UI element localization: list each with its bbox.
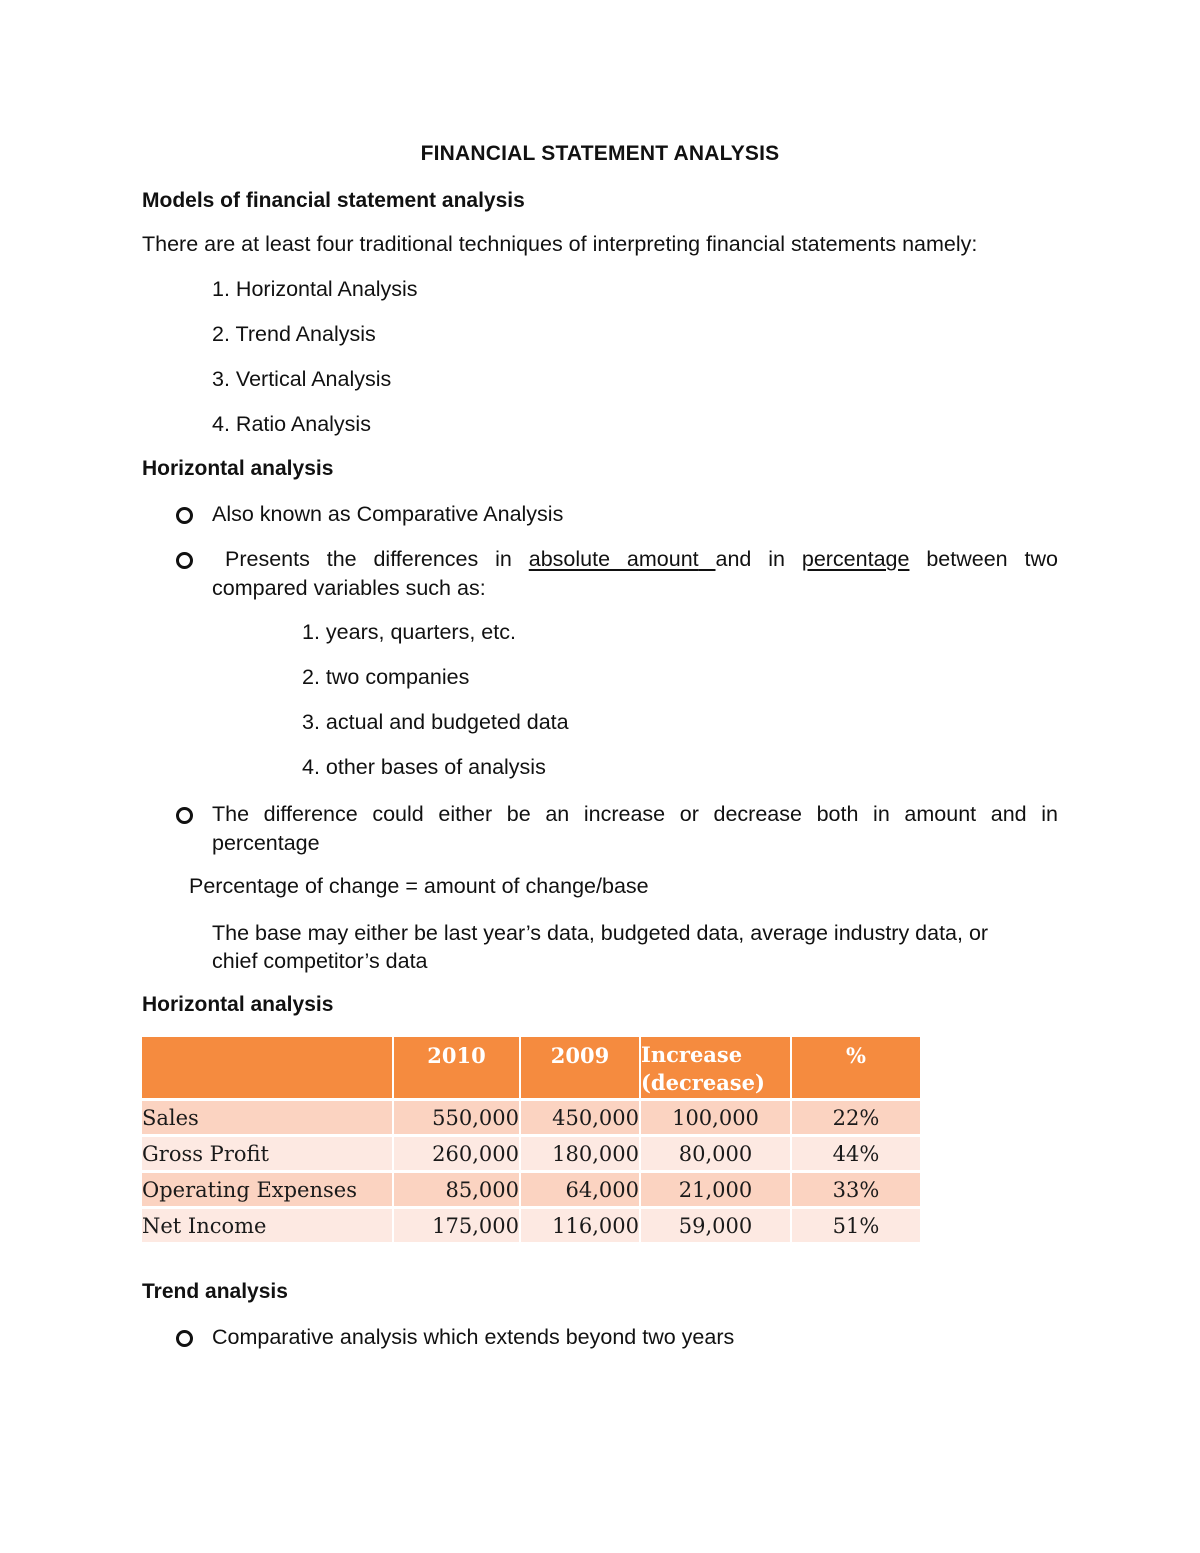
trend-heading: Trend analysis [142, 1280, 288, 1303]
header-increase: Increase (decrease) [641, 1037, 792, 1101]
horizontal-analysis-table [142, 1037, 920, 1245]
item-label: Horizontal Analysis [235, 277, 418, 301]
technique-item [212, 367, 391, 392]
bullet-text-continued: percentage [212, 831, 320, 855]
bullet-text-continued: compared variables such as: [212, 576, 486, 600]
percentage-formula: Percentage of change = amount of change/base [189, 874, 649, 898]
header-percent: % [792, 1037, 920, 1101]
item-number: 2. [212, 322, 230, 346]
item-label: Ratio Analysis [235, 412, 371, 436]
table-row: Net Income 175,000 116,000 59,000 51% [142, 1209, 920, 1245]
item-number: 4. [212, 412, 230, 436]
models-heading: Models of financial statement analysis [142, 189, 525, 212]
bullet-text: Comparative analysis which extends beyond two years [212, 1325, 735, 1349]
underlined-term: percentage [801, 547, 910, 571]
bullet-text: The difference could either be an increase or decrease both in amount and in [212, 802, 1058, 826]
table-row: Operating Expenses 85,000 64,000 21,000 33% [142, 1173, 920, 1209]
circle-bullet-icon [176, 507, 193, 524]
circle-bullet-icon [176, 1330, 193, 1347]
underlined-term: absolute amount [528, 547, 699, 571]
technique-item [212, 322, 376, 347]
bullet-text [212, 545, 1058, 574]
circle-bullet-icon [176, 552, 193, 569]
horizontal-heading-2: Horizontal analysis [142, 993, 334, 1016]
item-number: 1. [212, 277, 230, 301]
item-label: Vertical Analysis [235, 367, 392, 391]
header-blank [142, 1037, 394, 1101]
table-row: Gross Profit 260,000 180,000 80,000 44% [142, 1137, 920, 1173]
bullet-line: Presents the differences in absolute amount and in percentage between two [225, 547, 1058, 571]
header-2010: 2010 [394, 1037, 521, 1101]
circle-bullet-icon [176, 807, 193, 824]
variable-item: 4. other bases of analysis [302, 755, 546, 779]
technique-item [212, 412, 371, 437]
technique-item [212, 277, 418, 302]
variable-item: 1. years, quarters, etc. [302, 620, 516, 644]
variable-item: 2. two companies [302, 665, 470, 689]
table-row: Sales 550,000 450,000 100,000 22% [142, 1101, 920, 1137]
page-title: FINANCIAL STATEMENT ANALYSIS [420, 142, 780, 165]
base-note: The base may either be last year’s data, budgeted data, average industry data, or chief competitor’s data [212, 921, 989, 973]
variable-item: 3. actual and budgeted data [302, 710, 569, 734]
bullet-text: Also known as Comparative Analysis [212, 502, 564, 526]
intro-paragraph: There are at least four traditional techniques of interpreting financial statements namely: [142, 232, 978, 256]
table-header-row [142, 1037, 920, 1101]
header-2009: 2009 [521, 1037, 641, 1101]
item-number: 3. [212, 367, 230, 391]
horizontal-heading: Horizontal analysis [142, 457, 334, 480]
item-label: Trend Analysis [235, 322, 376, 346]
